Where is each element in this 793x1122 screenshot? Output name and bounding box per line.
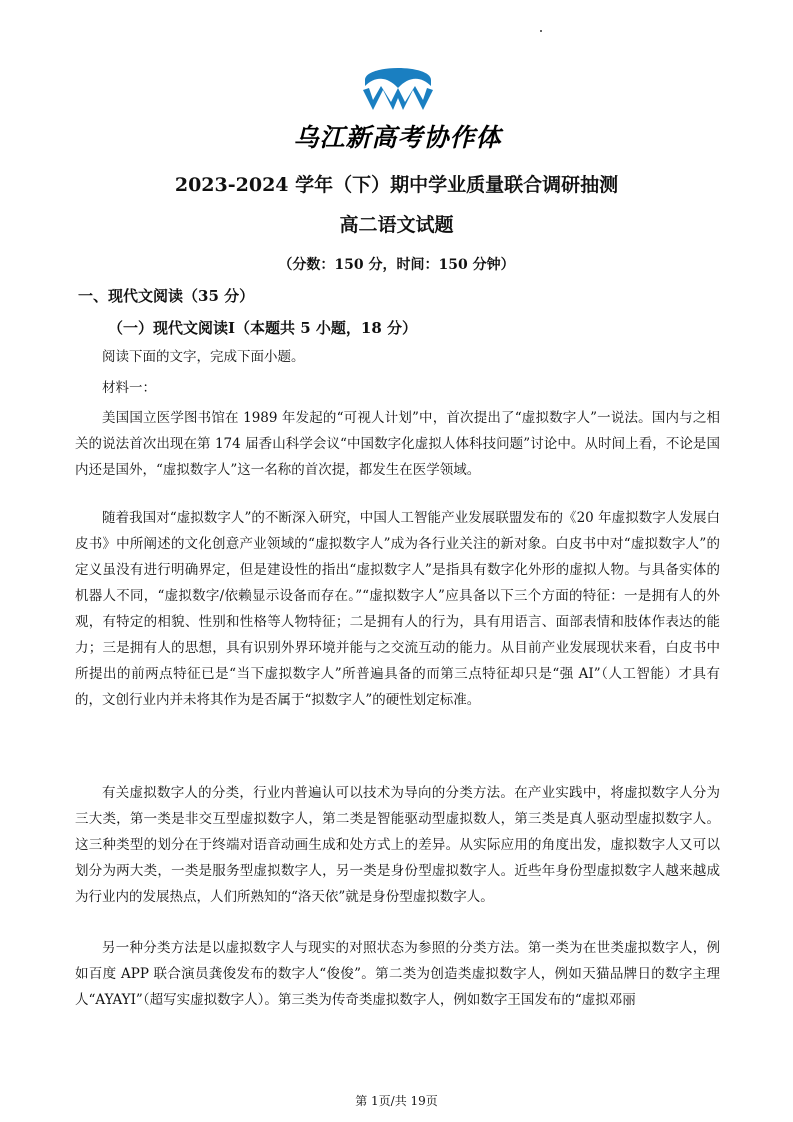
- logo-text: 乌江新高考协作体: [293, 123, 502, 152]
- score-time-line: （分数：150 分，时间：150 分钟）: [278, 257, 515, 273]
- page-number: 第 1页/共 19页: [355, 1094, 438, 1108]
- instruction-text: 阅读下面的文字，完成下面小题。: [102, 349, 305, 365]
- material-label: 材料一：: [102, 380, 156, 396]
- subsection-heading: （一）现代文阅读Ⅰ（本题共 5 小题，18 分）: [108, 319, 417, 337]
- paragraph-4: 另一种分类方法是以虚拟数字人与现实的对照状态为参照的分类方法。第一类为在世类虚拟数字人，例如百度 APP 联合演员龚俊发布的数字人“俊俊”。第二类为创造类虚拟数字人，例如天猫品牌日的数字主理人“AYAYI”（超写实虚拟数字人）。第三类为传奇类虚拟数字人，例如数字王国发布的“虚拟邓丽: [75, 940, 720, 1008]
- logo: [285, 58, 510, 150]
- section-heading: 一、现代文阅读（35 分）: [78, 287, 255, 305]
- paragraph-3: 有关虚拟数字人的分类，行业内普遍认可以技术为导向的分类方法。在产业实践中，将虚拟数字人分为三大类，第一类是非交互型虚拟数字人，第二类是智能驱动型虚拟数人，第三类是真人驱动型虚拟数字人。这三种类型的划分在于终端对语音动画生成和处方式上的差异。从实际应用的角度出发，虚拟数字人又可以划分为两大类，一类是服务型虚拟数字人，另一类是身份型虚拟数字人。近些年身份型虚拟数字人越来越成为行业内的发展热点，人们所熟知的“洛天依”就是身份型虚拟数字人。: [75, 785, 720, 905]
- paragraph-1: 美国国立医学图书馆在 1989 年发起的“可视人计划”中，首次提出了“虚拟数字人”一说法。国内与之相关的说法首次出现在第 174 届香山科学会议“中国数字化虚拟人体科技问题”讨论中。从时间上看，不论是国内还是国外，“虚拟数字人”这一名称的首次提，都发生在医学领域。: [75, 410, 720, 478]
- scan-dot: [540, 30, 542, 32]
- exam-title: 2023-2024 学年（下）期中学业质量联合调研抽测: [174, 174, 619, 196]
- exam-subtitle: 高二语文试题: [339, 214, 454, 236]
- wave-logo-icon: [359, 58, 437, 118]
- paragraph-2: 随着我国对“虚拟数字人”的不断深入研究，中国人工智能产业发展联盟发布的《20 年虚拟数字人发展白皮书》中所阐述的文化创意产业领域的“虚拟数字人”成为各行业关注的新对象。白皮书中对“虚拟数字人”的定义虽没有进行明确界定，但是建设性的指出“虚拟数字人”是指具有数字化外形的虚拟人物。与具备实体的机器人不同，“虚拟数字/依赖显示设备而存在。”“虚拟数字人”应具备以下三个方面的特征：一是拥有人的外观，有特定的相貌、性别和性格等人物特征；二是拥有人的行为，具有用语言、面部表情和肢体作表达的能力；三是拥有人的思想，具有识别外界环境并能与之交流互动的能力。从目前产业发展现状来看，白皮书中所提出的前两点特征已是“当下虚拟数字人”所普遍具备的而第三点特征却只是“强 AI”（人工智能）才具有的，文创行业内并未将其作为是否属于“拟数字人”的硬性划定标准。: [75, 510, 720, 708]
